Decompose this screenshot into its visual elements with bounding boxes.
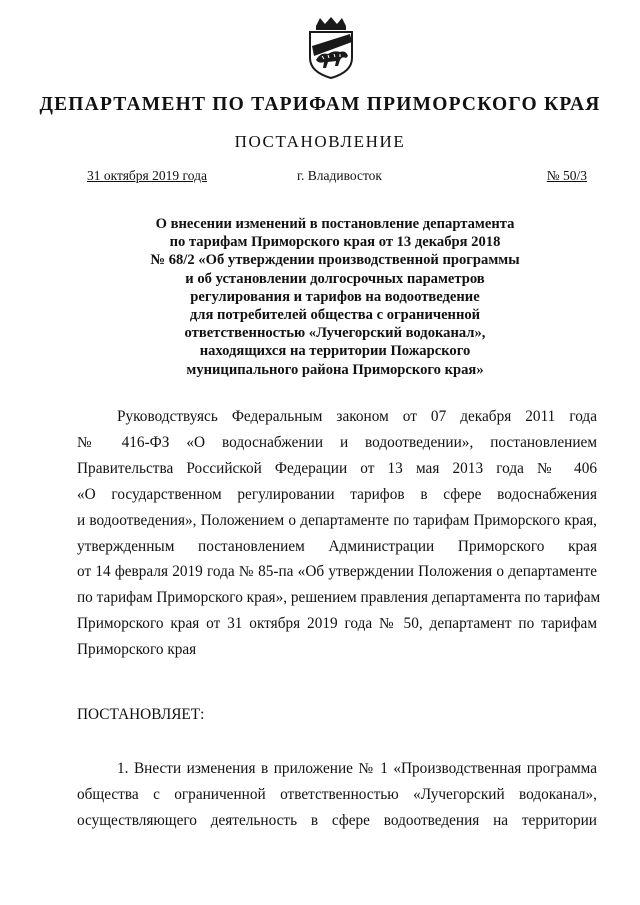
coat-of-arms-icon <box>302 16 360 80</box>
document-city: г. Владивосток <box>297 168 382 183</box>
document-heading <box>120 215 550 379</box>
heading-line: О внесении изменений в постановление департамента <box>155 216 515 232</box>
department-title: ДЕПАРТАМЕНТ ПО ТАРИФАМ ПРИМОРСКОГО КРАЯ <box>39 94 601 115</box>
paragraph-line: от 14 февраля 2019 года № 85-па «Об утверждении Положения о департаменте <box>77 563 597 581</box>
paragraph-line: по тарифам Приморского края», решением правления департамента по тарифам <box>77 589 601 607</box>
paragraph-line: 1. Внести изменения в приложение № 1 «Производственная программа <box>117 760 597 777</box>
heading-line: по тарифам Приморского края от 13 декабря 2018 <box>169 234 501 251</box>
preamble-paragraph <box>77 404 601 663</box>
item-1-paragraph <box>77 756 597 834</box>
paragraph-line: осуществляющего деятельность в сфере водоотведения на территории <box>77 811 597 829</box>
heading-line: для потребителей общества с ограниченной <box>189 307 481 324</box>
paragraph-line: Руководствуясь Федеральным законом от 07 декабря 2011 года <box>117 408 597 425</box>
paragraph-line: общества с ограниченной ответственностью «Лучегорский водоканал», <box>77 785 597 803</box>
document-type: ПОСТАНОВЛЕНИЕ <box>234 132 406 151</box>
document-date: 31 октября 2019 года <box>87 168 207 183</box>
paragraph-line: Правительства Российской Федерации от 13 мая 2013 года № 406 <box>77 459 597 477</box>
paragraph-line: «О государственном регулировании тарифов в сфере водоснабжения <box>77 485 597 503</box>
heading-line: № 68/2 «Об утверждении производственной программы <box>150 252 520 269</box>
document-number: № 50/3 <box>546 168 587 183</box>
heading-line: ответственностью «Лучегорский водоканал», <box>184 325 486 342</box>
paragraph-line: № 416-ФЗ «О водоснабжении и водоотведении», постановлением <box>77 433 597 451</box>
heading-line: находящихся на территории Пожарского <box>199 343 471 360</box>
paragraph-line: и водоотведения», Положением о департаменте по тарифам Приморского края, <box>77 511 597 529</box>
heading-line: и об установлении долгосрочных параметров <box>185 270 485 287</box>
paragraph-line: Приморского края от 31 октября 2019 года № 50, департамент по тарифам <box>77 615 597 633</box>
paragraph-line: Приморского края <box>77 641 197 659</box>
heading-line: муниципального района Приморского края» <box>186 361 484 378</box>
resolves-label: ПОСТАНОВЛЯЕТ: <box>77 706 205 723</box>
heading-line: регулирования и тарифов на водоотведение <box>190 288 480 305</box>
paragraph-line: утвержденным постановлением Администрации Приморского края <box>77 537 597 555</box>
